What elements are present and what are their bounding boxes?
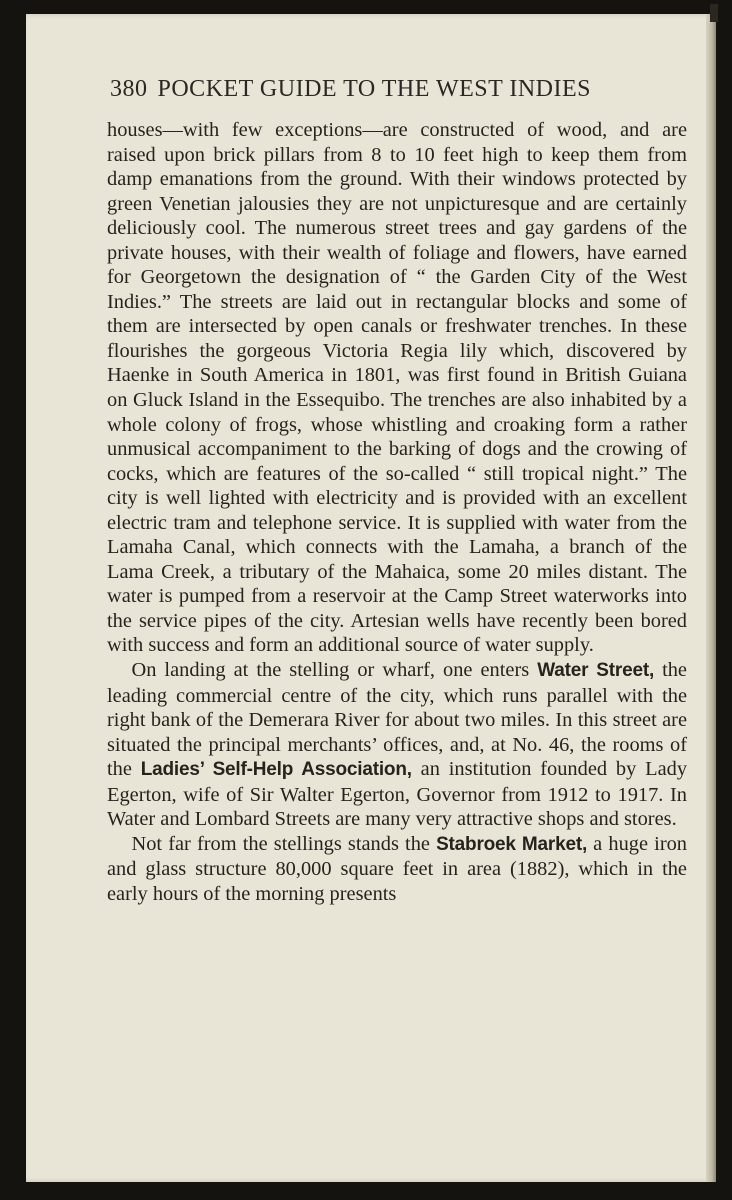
text-run: the leading commercial centre of the city, which runs parallel with the right bank of the Demerara River for about two miles. In this street are situated the principal merchants’ offices, and, at No. 46, the rooms of the xyxy=(107,659,687,781)
bold-term-ladies-self-help-association: Ladies’ Self-Help Association, xyxy=(140,759,412,781)
page-number: 380 xyxy=(110,76,148,102)
paragraph xyxy=(107,118,687,658)
body-text xyxy=(107,118,687,907)
bold-term-water-street: Water Street, xyxy=(537,660,655,682)
running-header xyxy=(110,76,670,103)
page-edge xyxy=(706,14,716,1182)
page-tab xyxy=(710,4,718,22)
paragraph xyxy=(107,832,687,907)
text-run: houses—with few exceptions—are constructed of wood, and are raised upon brick pillars from 8 to 10 feet high to keep them from damp emanations from the ground. With their windows protected by green Venetian jalousies they are not unpicturesque and are certainly deliciously cool. The numerous street trees and gay gardens of the private houses, with their wealth of foliage and flowers, have earned for Georgetown the designation of “ the Garden City of the West Indies.” The streets are laid out in rectangular blocks and some of them are intersected by open canals or freshwater trenches. In these flourishes the gorgeous Victoria Regia lily which, discovered by Haenke in South America in 1801, was first found in British Guiana on Gluck Island in the Essequibo. The trenches are also inhabited by a whole colony of frogs, whose whistling and croaking form a rather unmusical accompaniment to the barking of dogs and the crowing of cocks, which are features of the so-called “ still tropical night.” The city is well lighted with electricity and is provided with an excellent electric tram and telephone service. It is supplied with water from the Lamaha Canal, which connects with the Lamaha, a branch of the Lama Creek, a tributary of the Mahaica, some 20 miles distant. The water is pumped from a reservoir at the Camp Street waterworks into the service pipes of the city. Artesian wells have recently been bored with success and form an additional source of water supply. xyxy=(107,119,687,657)
text-run: Not far from the stellings stands the xyxy=(131,832,437,855)
text-run: On landing at the stelling or wharf, one enters xyxy=(131,659,538,682)
text-run: an institution founded by Lady Egerton, wife of Sir Walter Egerton, Governor from 1912 to 1917. In Water and Lombard Streets are many very attractive shops and stores. xyxy=(107,758,688,831)
text-run: a huge iron and glass structure 80,000 square feet in area (1882), which in the early hours of the morning presents xyxy=(107,832,688,905)
running-title: POCKET GUIDE TO THE WEST INDIES xyxy=(157,76,592,102)
bold-term-stabroek-market: Stabroek Market, xyxy=(436,833,588,855)
paragraph xyxy=(107,658,687,832)
